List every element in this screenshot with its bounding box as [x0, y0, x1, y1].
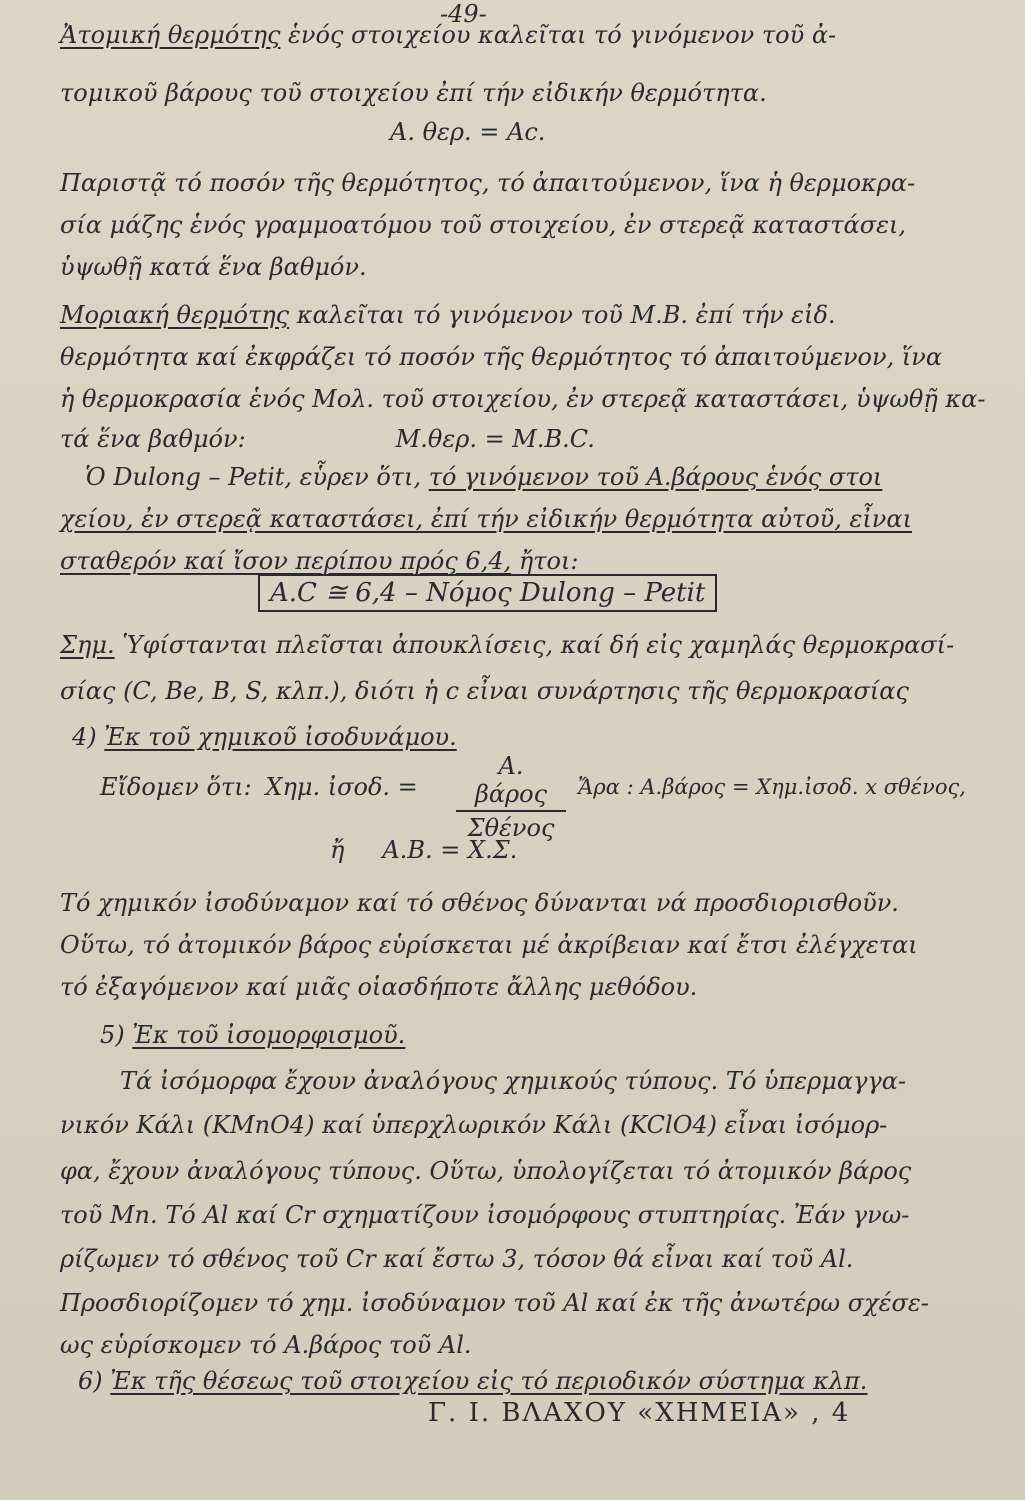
- term-molar-heat: Μοριακή θερμότης: [60, 301, 290, 329]
- text-line-5: σία μάζης ἑνός γραμμοατόμου τοῦ στοιχείου, ἐν στερεᾷ καταστάσει,: [60, 211, 907, 239]
- formula-ab-xs: ἤ Α.Β. = Χ.Σ.: [330, 836, 518, 864]
- text-line-24: Τά ἰσόμορφα ἔχουν ἀναλόγους χημικούς τύπους. Τό ὑπερμαγγα-: [120, 1067, 907, 1095]
- text-line-29: Προσδιορίζομεν τό χημ. ἰσοδύναμον τοῦ Al καί ἐκ τῆς ἀνωτέρω σχέσε-: [60, 1289, 929, 1317]
- text-line-26: φα, ἔχουν ἀναλόγους τύπους. Οὕτω, ὑπολογίζεται τό ἀτομικόν βάρος: [60, 1157, 912, 1185]
- text-line-18: Εἴδομεν ὅτι: Χημ. ἰσοδ. =: [100, 773, 418, 801]
- text-line-4: Παριστᾷ τό ποσόν τῆς θερμότητος, τό ἀπαιτούμενον, ἵνα ἡ θερμοκρα-: [60, 169, 916, 197]
- text-line-27: τοῦ Mn. Τό Al καί Cr σχηματίζουν ἰσομόρφους στυπτηρίας. Ἐάν γνω-: [60, 1201, 910, 1229]
- text-line-2: τομικοῦ βάρους τοῦ στοιχείου ἐπί τήν εἰδικήν θερμότητα.: [60, 79, 767, 107]
- text-line-21: Οὕτω, τό ἀτομικόν βάρος εὑρίσκεται μέ ἀκρίβειαν καί ἔτσι ἐλέγχεται: [60, 931, 918, 959]
- text-line-16: σίας (C, Be, B, S, κλπ.), διότι ἡ c εἶναι συνάρτησις τῆς θερμοκρασίας: [60, 677, 909, 705]
- text-line-8: θερμότητα καί ἐκφράζει τό ποσόν τῆς θερμότητος τό ἀπαιτούμενον, ἵνα: [60, 343, 943, 371]
- section-heading-6: 6) Ἐκ τῆς θέσεως τοῦ στοιχείου εἰς τό περιοδικόν σύστημα κλπ.: [78, 1367, 868, 1395]
- text-line-22: τό ἐξαγόμενον καί μιᾶς οἱασδήποτε ἄλλης μεθόδου.: [60, 973, 698, 1001]
- footer-author-title: Γ. Ι. ΒΛΑΧΟΥ «ΧΗΜΕΙΑ» , 4: [428, 1398, 851, 1428]
- formula-atomic-heat: Α. θερ. = Αc.: [390, 118, 546, 146]
- page-number: -49-: [440, 0, 487, 28]
- text-line-7: Μοριακή θερμότης καλεῖται τό γινόμενον τοῦ Μ.Β. ἐπί τήν εἰδ.: [60, 301, 836, 329]
- dulong-petit-law-box: Α.C ≅ 6,4 – Νόμος Dulong – Petit: [258, 574, 717, 612]
- text-line-30: ως εὑρίσκομεν τό Α.βάρος τοῦ Al.: [60, 1331, 472, 1359]
- text-line-20: Τό χημικόν ἰσοδύναμον καί τό σθένος δύνανται νά προσδιορισθοῦν.: [60, 889, 899, 917]
- fraction-equivalent: Α. βάρος Σθένος: [456, 752, 566, 842]
- text-line-25: νικόν Κάλι (KMnO4) καί ὑπερχλωρικόν Κάλι (KClO4) εἶναι ἰσόμορ-: [60, 1111, 888, 1139]
- section-heading-5: 5) Ἐκ τοῦ ἰσομορφισμοῦ.: [100, 1021, 406, 1049]
- formula-molar-heat: Μ.θερ. = Μ.Β.C.: [395, 425, 595, 453]
- text-line-10: τά ἕνα βαθμόν: Μ.θερ. = Μ.Β.C.: [60, 425, 595, 453]
- note-label: Σημ.: [60, 631, 115, 659]
- text-line-9: ἡ θερμοκρασία ἑνός Μολ. τοῦ στοιχείου, ἐν στερεᾷ καταστάσει, ὑψωθῇ κα-: [60, 385, 986, 413]
- term-atomic-heat: Ἀτομική θερμότης: [60, 21, 281, 49]
- text-line-28: ρίζωμεν τό σθένος τοῦ Cr καί ἔστω 3, τόσον θά εἶναι καί τοῦ Al.: [60, 1245, 854, 1273]
- text-line-12: χείου, ἐν στερεᾷ καταστάσει, ἐπί τήν εἰδικήν θερμότητα αὐτοῦ, εἶναι: [60, 505, 912, 533]
- text-line-1: Ἀτομική θερμότης ἑνός στοιχείου καλεῖται τό γινόμενον τοῦ ἀ-: [60, 21, 837, 49]
- text-line-11: Ὁ Dulong – Petit, εὗρεν ὅτι, τό γινόμενον τοῦ Α.βάρους ἑνός στοι: [85, 463, 883, 491]
- text-line-13: σταθερόν καί ἴσον περίπου πρός 6,4, ἤτοι:: [60, 547, 579, 575]
- text-line-6: ὑψωθῇ κατά ἕνα βαθμόν.: [60, 253, 367, 281]
- text-line-15: Σημ. Ὑφίστανται πλεῖσται ἀπουκλίσεις, καί δή εἰς χαμηλάς θερμοκρασί-: [60, 631, 955, 659]
- section-heading-4: 4) Ἐκ τοῦ χημικοῦ ἰσοδυνάμου.: [72, 723, 457, 751]
- text-line-18-rhs: Ἄρα : Α.βάρος = Χημ.ἰσοδ. x σθένος,: [578, 775, 966, 799]
